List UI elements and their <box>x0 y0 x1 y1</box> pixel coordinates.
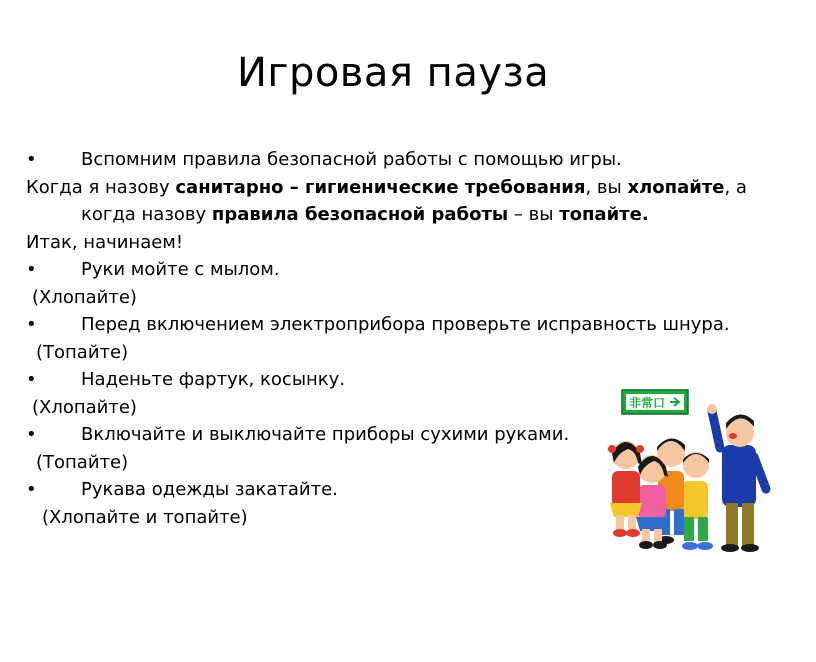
bullet-dot: • <box>26 259 37 280</box>
instruction-text: , а <box>724 176 747 198</box>
rule-answer: (Топайте) <box>36 341 129 363</box>
exit-sign-text: 非常口 <box>629 396 666 410</box>
rule-answer: (Хлопайте) <box>32 286 137 308</box>
exit-sign <box>622 390 688 414</box>
rule-text: Перед включением электроприбора проверьте исправность шнура. <box>81 314 730 335</box>
instruction-paragraph-cont <box>26 201 786 229</box>
instruction-text: когда назову <box>81 204 212 225</box>
instruction-text: Когда я назову <box>26 176 176 198</box>
rule-text: Включайте и выключайте приборы сухими руками. <box>81 424 570 445</box>
slide-title: Игровая пауза <box>237 50 550 96</box>
bullet-dot: • <box>26 314 37 335</box>
bullet-dot: • <box>26 479 37 500</box>
rule-answer: (Хлопайте и топайте) <box>42 506 248 528</box>
bullet-dot: • <box>26 149 37 170</box>
rule-answer: (Топайте) <box>36 451 129 473</box>
rule-text: Наденьте фартук, косынку. <box>81 369 346 390</box>
children-exit-illustration <box>600 385 780 560</box>
start-line: Итак, начинаем! <box>26 231 184 253</box>
rule-text: Рукава одежды закатайте. <box>81 479 338 500</box>
boy-raised-arm <box>707 404 766 552</box>
bullet-intro <box>26 146 786 174</box>
bullet-dot: • <box>26 424 37 445</box>
boy-yellow-shirt <box>682 452 713 550</box>
rule-item <box>26 311 786 339</box>
instruction-text: , вы <box>585 176 628 198</box>
instruction-bold-clap-topic: санитарно – гигиенические требования <box>175 176 586 198</box>
instruction-bold-clap: хлопайте <box>627 176 725 198</box>
rule-text: Руки мойте с мылом. <box>81 259 280 280</box>
intro-text: Вспомним правила безопасной работы с помощью игры. <box>81 149 622 170</box>
rule-item <box>26 256 786 284</box>
instruction-bold-stomp-topic: правила безопасной работы <box>211 204 509 225</box>
instruction-bold-stomp: топайте. <box>559 204 649 225</box>
bullet-dot: • <box>26 369 37 390</box>
rule-answer: (Хлопайте) <box>32 396 137 418</box>
instruction-paragraph <box>26 174 786 202</box>
instruction-text: – вы <box>508 204 560 225</box>
